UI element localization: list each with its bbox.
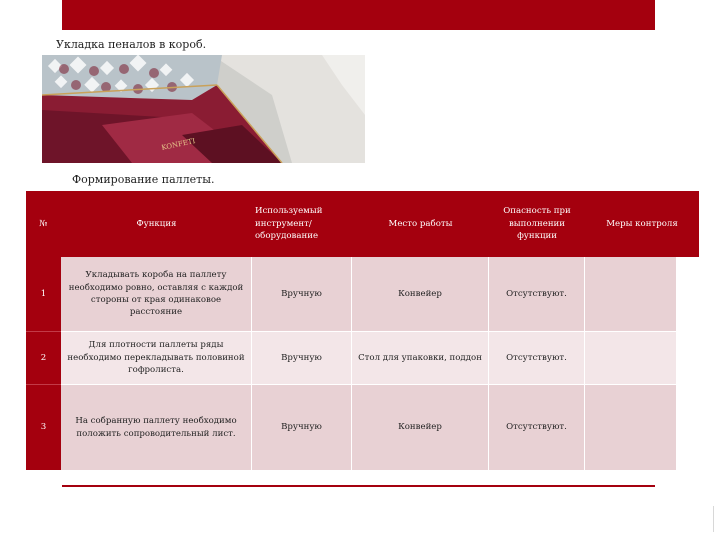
header-hazard: Опасность при выполнении функции	[489, 191, 585, 257]
pallet-caption: Формирование паллеты.	[72, 173, 215, 186]
row-3-workplace: Конвейер	[352, 384, 489, 470]
function-table	[26, 191, 699, 470]
row-3-number: 3	[26, 384, 61, 470]
header-control: Меры контроля	[585, 191, 699, 257]
row-3-hazard: Отсутствуют.	[489, 384, 585, 470]
row-1-number: 1	[26, 257, 61, 331]
row-3-function: На собранную паллету необходимо положить сопроводительный лист.	[61, 384, 252, 470]
row-1-workplace: Конвейер	[352, 257, 489, 331]
header-number: №	[26, 191, 61, 257]
corner-decoration	[705, 506, 714, 532]
row-2-number: 2	[26, 331, 61, 384]
svg-text:KONFETI: KONFETI	[160, 136, 196, 152]
top-accent-bar	[62, 0, 655, 30]
bottom-divider	[62, 485, 655, 487]
boxes-photo	[42, 55, 365, 163]
packing-caption: Укладка пеналов в короб.	[56, 38, 207, 51]
row-3-tool: Вручную	[252, 384, 352, 470]
row-1-tool: Вручную	[252, 257, 352, 331]
header-workplace: Место работы	[352, 191, 489, 257]
row-2-hazard: Отсутствуют.	[489, 331, 585, 384]
row-2-tool: Вручную	[252, 331, 352, 384]
row-3-control	[585, 384, 676, 470]
row-1-hazard: Отсутствуют.	[489, 257, 585, 331]
row-2-control	[585, 331, 676, 384]
header-function: Функция	[61, 191, 252, 257]
row-2-workplace: Стол для упаковки, поддон	[352, 331, 489, 384]
row-1-control	[585, 257, 676, 331]
row-2-function: Для плотности паллеты ряды необходимо перекладывать половиной гофролиста.	[61, 331, 252, 384]
header-tool: Используемый инструмент/ оборудование	[252, 191, 352, 257]
boxes-photo-image	[42, 55, 365, 163]
row-1-function: Укладывать короба на паллету необходимо ровно, оставляя с каждой стороны от края одинаковое расстояние	[61, 257, 252, 331]
